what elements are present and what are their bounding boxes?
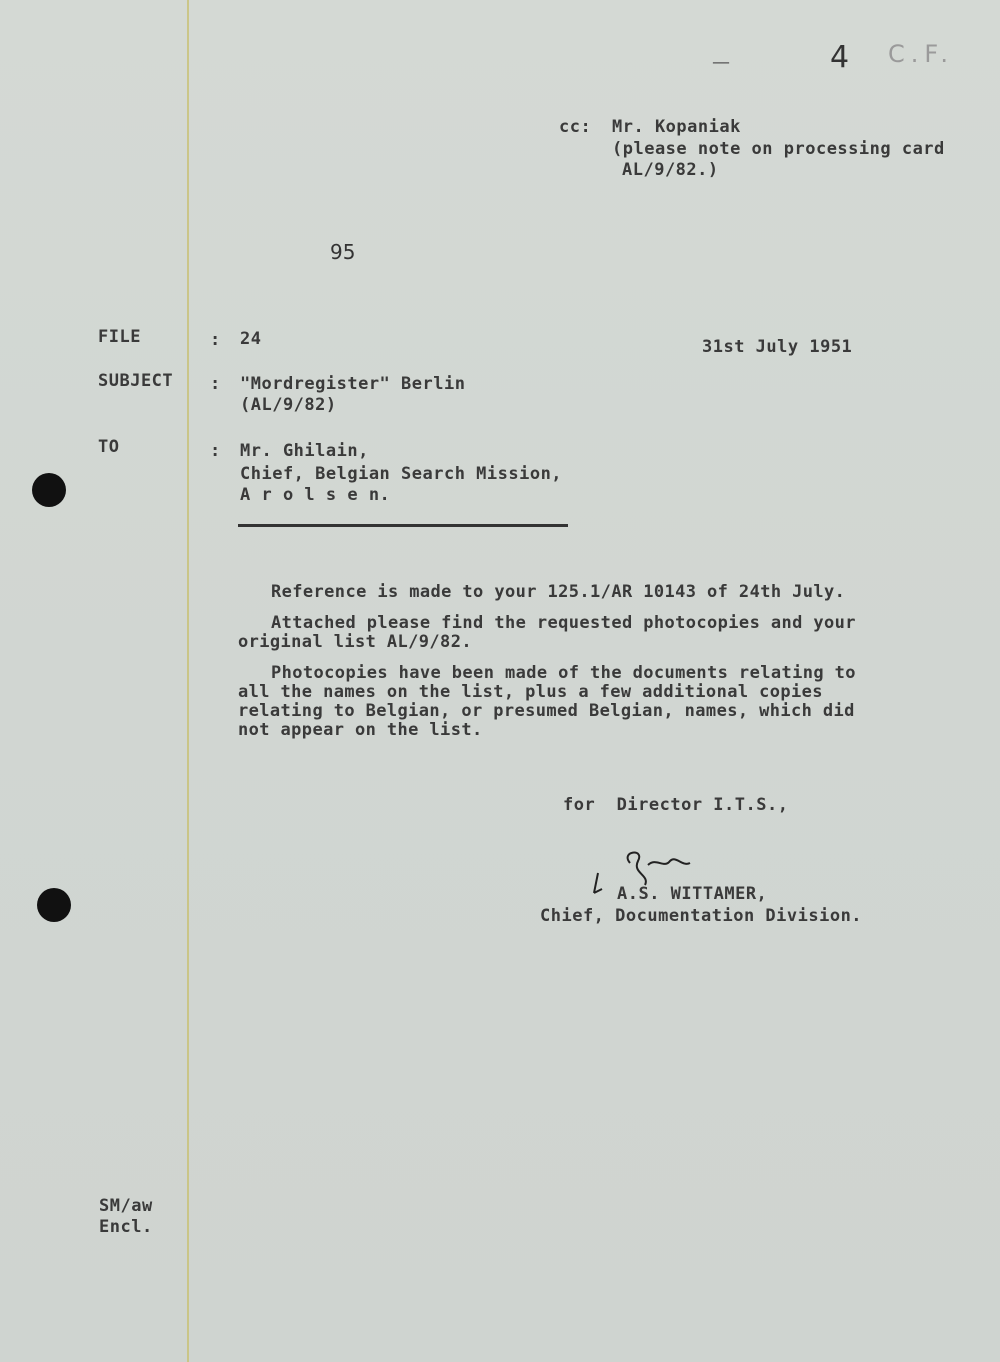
page-number: 95 [330, 240, 356, 264]
to-label: TO [98, 437, 120, 457]
corner-initials: C.F. [888, 40, 954, 68]
letter-date: 31st July 1951 [702, 337, 853, 357]
file-label: FILE [98, 327, 141, 347]
cc-note-line1: (please note on processing card [612, 139, 945, 159]
file-value: 24 [240, 329, 262, 349]
for-director-line: for Director I.T.S., [563, 795, 789, 815]
cc-label: cc: [559, 117, 592, 137]
paragraph-reference: Reference is made to your 125.1/AR 10143 of 24th July. [271, 582, 846, 602]
signatory-title: Chief, Documentation Division. [540, 906, 863, 926]
subject-line2: (AL/9/82) [240, 395, 337, 415]
file-separator: : [210, 330, 221, 350]
subject-line1: "Mordregister" Berlin [240, 374, 466, 394]
corner-number: 4 [830, 40, 850, 75]
punch-hole-top [32, 473, 66, 507]
cc-note-line2: AL/9/82.) [622, 160, 719, 180]
subject-label: SUBJECT [98, 371, 174, 391]
to-line1: Mr. Ghilain, [240, 441, 369, 461]
paragraph-attached: Attached please find the requested photocopies and your original list AL/9/82. [238, 613, 856, 652]
cc-name: Mr. Kopaniak [612, 117, 741, 137]
signatory-name: A.S. WITTAMER, [617, 884, 768, 904]
subject-separator: : [210, 374, 221, 394]
corner-dash: — [712, 52, 730, 73]
to-separator: : [210, 441, 221, 461]
to-line3: A r o l s e n. [240, 485, 391, 505]
address-underline [238, 524, 568, 527]
letter-body [238, 583, 878, 752]
to-line2: Chief, Belgian Search Mission, [240, 464, 563, 484]
punch-hole-bottom [37, 888, 71, 922]
enclosure-note: Encl. [99, 1217, 153, 1237]
paragraph-photocopies: Photocopies have been made of the documents relating to all the names on the list, plus a few additional copies relating to Belgian, or presumed Belgian, names, which did not appear on the list. [238, 663, 856, 740]
margin-line [187, 0, 189, 1362]
typist-initials: SM/aw [99, 1196, 153, 1216]
